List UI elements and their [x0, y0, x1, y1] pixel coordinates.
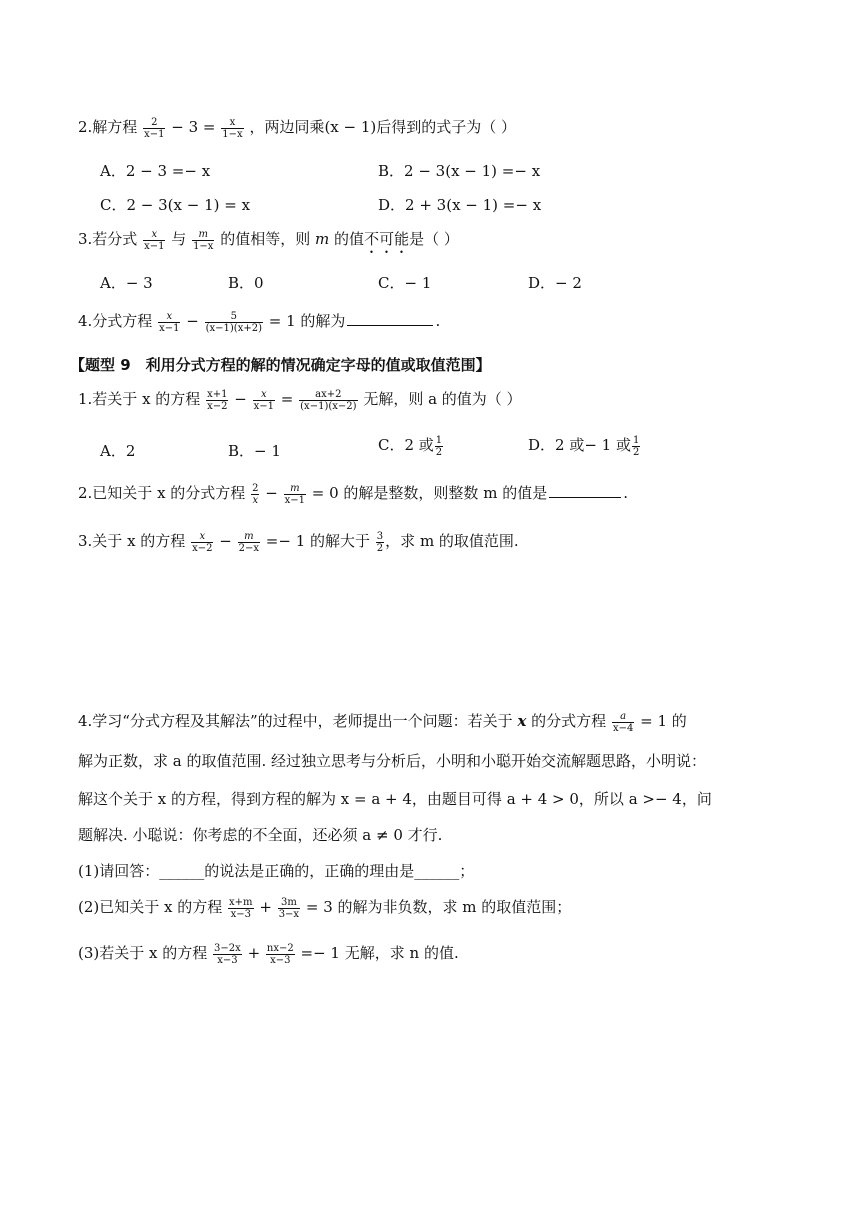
s1-fraction-1: $\frac{x+1}{x-2}$ — [207, 388, 228, 412]
q2-option-a: A．2 − 3 =− x — [100, 162, 211, 180]
s1-option-a: A．2 — [100, 442, 136, 460]
q3-var: m — [315, 230, 330, 248]
q4-fraction-2: $\frac{5}{(x-1)(x+2)}$ — [205, 310, 262, 334]
s-question-3: 3.关于 x 的方程 $\frac{x}{x-2}$ − $\frac{m}{2-x}$ =− 1 的解大于 $\frac{3}{2}$ ，求 m 的取值范围. — [78, 530, 519, 554]
section-title: 【题型 9 利用分式方程的解的情况确定字母的值或取值范围】 — [70, 356, 491, 374]
q3-option-b: B．0 — [228, 274, 264, 292]
s2-end: . — [623, 484, 628, 502]
q2-option-b: B．2 − 3(x − 1) =− x — [378, 162, 541, 180]
q2-fraction-2: $\frac{x}{1-x}$ — [222, 116, 243, 140]
q2-fraction-1: $\frac{2}{x-1}$ — [144, 116, 165, 140]
s4-line-4: 题解决. 小聪说：你考虑的不全面，还必须 a ≠ 0 才行. — [78, 826, 443, 844]
s3-fraction-1: $\frac{x}{x-2}$ — [192, 530, 213, 554]
q3-emphasis: 不可能 — [364, 230, 410, 248]
question-3 — [78, 228, 459, 257]
s3-fraction-2: $\frac{m}{2-x}$ — [238, 530, 260, 554]
s4-line-2: 解为正数，求 a 的取值范围. 经过独立思考与分析后，小明和小聪开始交流解题思路，小明说： — [78, 752, 707, 770]
s2-tail: = 0 的解是整数，则整数 m 的值是 — [311, 484, 548, 502]
s3-lead: 3.关于 x 的方程 — [78, 532, 186, 550]
q3-tail-b: 的值 — [334, 230, 365, 248]
s2-answer-blank[interactable] — [549, 496, 621, 498]
q4-lead: 4.分式方程 — [78, 312, 153, 330]
s2-fraction-2: $\frac{m}{x-1}$ — [284, 482, 305, 506]
s2-lead: 2.已知关于 x 的分式方程 — [78, 484, 246, 502]
s-question-2: 2.已知关于 x 的分式方程 $\frac{2}{x}$ − $\frac{m}{x-1}$ = 0 的解是整数，则整数 m 的值是 . — [78, 482, 628, 506]
s1-tail: 无解，则 a 的值为（ ） — [363, 390, 522, 408]
q3-option-a: A．− 3 — [100, 274, 153, 292]
q2-lead: 2.解方程 — [78, 118, 138, 136]
s1-fraction-2: $\frac{x}{x-1}$ — [253, 388, 275, 412]
s4-p3-fraction-2: $\frac{nx-2}{x-3}$ — [266, 942, 294, 966]
q3-fraction-1: $\frac{x}{x-1}$ — [144, 228, 165, 252]
q3-tail-a: 的值相等，则 — [220, 230, 311, 248]
q3-tail-c: 是（ ） — [409, 230, 459, 248]
s3-fraction-3: $\frac{3}{2}$ — [376, 530, 384, 554]
q4-fraction-1: $\frac{x}{x-1}$ — [159, 310, 180, 334]
s1-lead: 1.若关于 x 的方程 — [78, 390, 201, 408]
s3-mid: =− 1 的解大于 — [265, 532, 371, 550]
q4-eq: = 1 的解为 — [268, 312, 346, 330]
s4-p2-fraction-1: $\frac{x+m}{x-3}$ — [229, 896, 253, 920]
s4-part-2: (2)已知关于 x 的方程 $\frac{x+m}{x-3}$ + $\frac{3m}{3-x}$ = 3 的解为非负数，求 m 的取值范围； — [78, 896, 572, 920]
s-question-1: 1.若关于 x 的方程 $\frac{x+1}{x-2}$ − $\frac{x}{x-1}$ = $\frac{ax+2}{(x-1)(x-2)}$ 无解，则 a 的值为（ ） — [78, 388, 522, 412]
q2-option-d: D．2 + 3(x − 1) =− x — [378, 196, 542, 214]
q3-mid: 与 — [171, 230, 187, 248]
q2-tail: 后得到的式子为（ ） — [376, 118, 517, 136]
s4-line-3: 解这个关于 x 的方程，得到方程的解为 x = a + 4，由题目可得 a + 4 > 0，所以 a >− 4，问 — [78, 790, 712, 808]
s4-fraction: $\frac{a}{x-4}$ — [612, 710, 634, 734]
s4-p3-fraction-1: $\frac{3-2x}{x-3}$ — [214, 942, 241, 966]
s1-fraction-3: $\frac{ax+2}{(x-1)(x-2)}$ — [300, 388, 357, 412]
q3-lead: 3.若分式 — [78, 230, 138, 248]
s4-part-1: (1)请回答：______的说法是正确的，正确的理由是______； — [78, 862, 475, 880]
q2-factor: (x − 1) — [324, 118, 377, 136]
q2-mid: ，两边同乘 — [249, 118, 325, 136]
s4-part-3: (3)若关于 x 的方程 $\frac{3-2x}{x-3}$ + $\frac{nx-2}{x-3}$ =− 1 无解，求 n 的值. — [78, 942, 459, 966]
question-2 — [78, 116, 516, 140]
s3-tail: ，求 m 的取值范围. — [385, 532, 519, 550]
s1-option-c: C．2 或 $\frac{1}{2}$ — [378, 434, 443, 458]
q4-answer-blank[interactable] — [347, 324, 433, 326]
q2-option-c: C．2 − 3(x − 1) = x — [100, 196, 251, 214]
q2-eq: − 3 = — [171, 118, 216, 136]
s1-option-b: B．− 1 — [228, 442, 281, 460]
q3-fraction-2: $\frac{m}{1-x}$ — [193, 228, 214, 252]
s2-fraction-1: $\frac{2}{x}$ — [252, 482, 259, 506]
s4-line-1: 4.学习“分式方程及其解法”的过程中，老师提出一个问题：若关于 x 的分式方程 $\frac{a}{x-4}$ = 1 的 — [78, 710, 687, 734]
q4-end: . — [435, 312, 441, 330]
question-4: 4.分式方程 $\frac{x}{x-1}$ − $\frac{5}{(x-1)(x+2)}$ = 1 的解为 . — [78, 310, 441, 334]
s1-option-d: D．2 或− 1 或 $\frac{1}{2}$ — [528, 434, 640, 458]
q3-option-c: C．− 1 — [378, 274, 432, 292]
q3-option-d: D．− 2 — [528, 274, 582, 292]
s4-p2-fraction-2: $\frac{3m}{3-x}$ — [278, 896, 300, 920]
